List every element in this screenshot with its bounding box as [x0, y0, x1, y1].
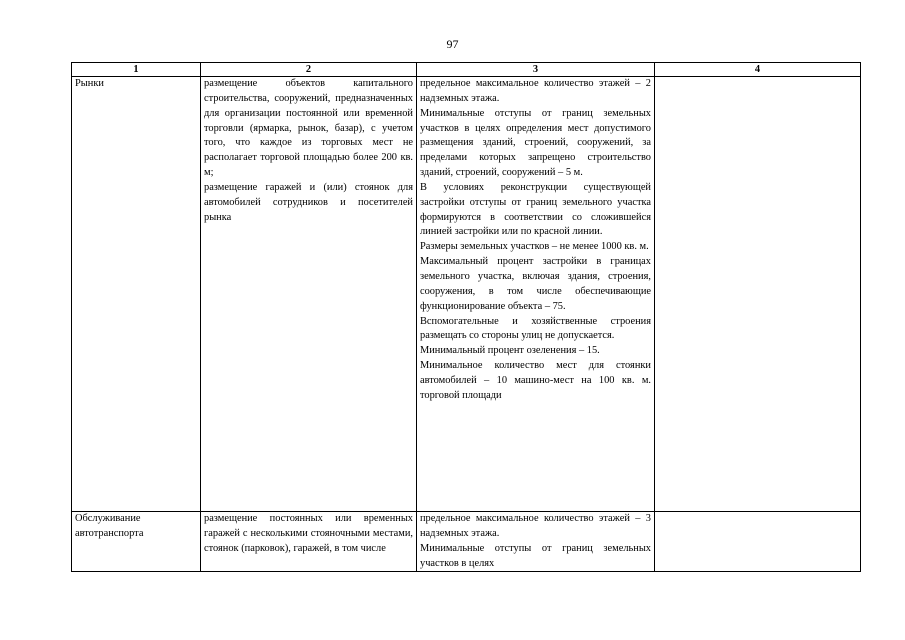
parameter-paragraph: Вспомогательные и хозяйственные строения размещать со стороны улиц не допускается. — [420, 315, 651, 342]
page-number: 97 — [446, 37, 459, 51]
permitted-uses-cell — [201, 512, 417, 572]
column-header-4: 4 — [655, 63, 861, 77]
notes-cell — [655, 512, 861, 572]
column-header-1: 1 — [72, 63, 201, 77]
use-type-name — [72, 512, 201, 572]
column-header-2: 2 — [201, 63, 417, 77]
parameter-paragraph: Максимальный процент застройки в границах земельного участка, включая здания, строения, сооружения, в том числе обеспечивающие функционирование объекта – 75. — [420, 256, 651, 312]
permitted-use-paragraph: размещение гаражей и (или) стоянок для автомобилей сотрудников и посетителей рынка — [204, 181, 413, 223]
column-header-3: 3 — [417, 63, 655, 77]
parameter-paragraph: предельное максимальное количество этажей – 3 надземных этажа. — [420, 513, 651, 539]
parameter-paragraph: Минимальный процент озеленения – 15. — [420, 345, 600, 357]
permitted-use-paragraph: размещение объектов капитального строительства, сооружений, предназначенных для организации постоянной или временной торговли (ярмарка, рынок, базар), с учетом того, что каждое из торговых мест не располагает торговой площадью более 200 кв. м; — [204, 78, 413, 179]
use-type-name-text: Рынки — [75, 78, 104, 89]
parameters-cell — [417, 512, 655, 572]
parameter-paragraph: Минимальные отступы от границ земельных участков в целях определения мест допустимого размещения зданий, строений, сооружений, за пределами которых запрещено строительство зданий, строений, сооружений – 5 м. — [420, 107, 651, 179]
use-type-name — [72, 77, 201, 512]
parameter-paragraph: предельное максимальное количество этажей – 2 надземных этажа. — [420, 78, 651, 104]
parameter-paragraph: Минимальные отступы от границ земельных участков в целях — [420, 542, 651, 569]
parameter-paragraph: Размеры земельных участков – не менее 1000 кв. м. — [420, 241, 649, 253]
header-row — [72, 63, 861, 77]
parameters-cell — [417, 77, 655, 512]
parameter-paragraph: В условиях реконструкции существующей застройки отступы от границ земельного участка формируются в соответствии со сложившейся линией застройки или по красной линии. — [420, 181, 651, 238]
zoning-table — [71, 62, 861, 572]
notes-cell — [655, 77, 861, 512]
permitted-use-paragraph: размещение постоянных или временных гаражей с несколькими стояночными местами, стоянок (парковок), гаражей, в том числе — [204, 513, 413, 554]
table-row — [72, 77, 861, 512]
permitted-uses-cell — [201, 77, 417, 512]
table-row — [72, 512, 861, 572]
use-type-name-text: Обслуживание автотранспорта — [75, 513, 144, 539]
parameter-paragraph: Минимальное количество мест для стоянки автомобилей – 10 машино-мест на 100 кв. м. торговой площади — [420, 360, 651, 401]
